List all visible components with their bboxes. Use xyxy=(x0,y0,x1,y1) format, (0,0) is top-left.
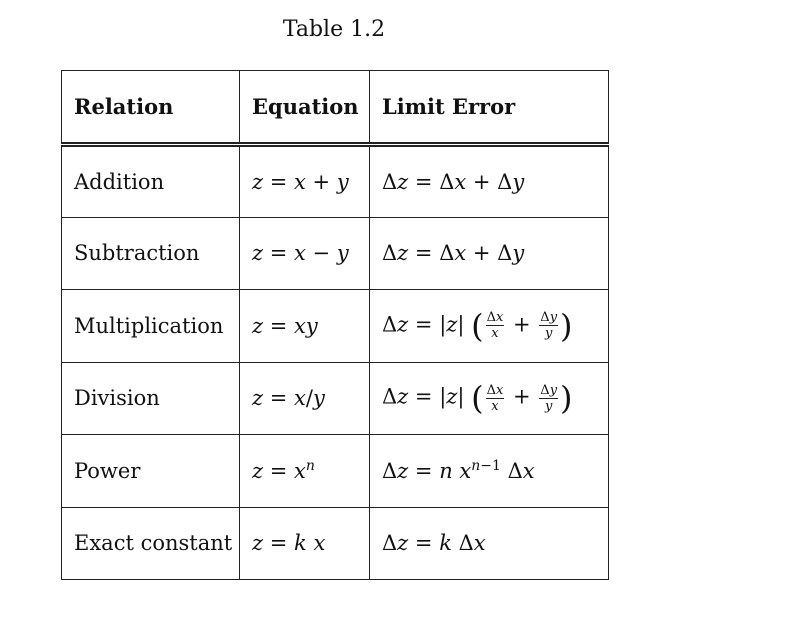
limit-error-cell: Δz = n $x^{n-1}$ Δx xyxy=(370,435,609,508)
equation-cell: z = xy xyxy=(240,290,370,363)
error-propagation-table xyxy=(61,70,608,583)
limit-error-cell: Δz = |z| ( $\frac{\Delta x}{x}$ + $\frac{\Delta y}{y}$ ) xyxy=(370,290,609,363)
equation-cell: z = x + y xyxy=(240,145,370,218)
limit-error-cell: Δz = k Δx xyxy=(370,507,609,580)
header-limit-error: Limit Error xyxy=(370,71,609,145)
relation-cell: Subtraction xyxy=(62,217,240,290)
table-row xyxy=(62,507,609,580)
equation-cell: z = x/y xyxy=(240,362,370,435)
header-equation: Equation xyxy=(240,71,370,145)
table-row xyxy=(62,362,609,435)
limit-error-cell: Δz = |z| ( $\frac{\Delta x}{x}$ + $\frac{\Delta y}{y}$ ) xyxy=(370,362,609,435)
limit-error-cell: Δz = Δx + Δy xyxy=(370,217,609,290)
table-header-row xyxy=(62,71,609,145)
equation-cell: $z = x^n$ xyxy=(240,435,370,508)
equation-cell: z = x − y xyxy=(240,217,370,290)
table-row xyxy=(62,217,609,290)
relation-cell: Addition xyxy=(62,145,240,218)
table-row xyxy=(62,435,609,508)
table-row xyxy=(62,145,609,218)
header-relation: Relation xyxy=(62,71,240,145)
equation-cell: z = k x xyxy=(240,507,370,580)
relation-cell: Exact constant xyxy=(62,507,240,580)
relation-cell: Power xyxy=(62,435,240,508)
relation-cell: Division xyxy=(62,362,240,435)
table-row xyxy=(62,290,609,363)
table-caption: Table 1.2 xyxy=(282,17,386,42)
table xyxy=(61,70,609,580)
limit-error-cell: Δz = Δx + Δy xyxy=(370,145,609,218)
relation-cell: Multiplication xyxy=(62,290,240,363)
